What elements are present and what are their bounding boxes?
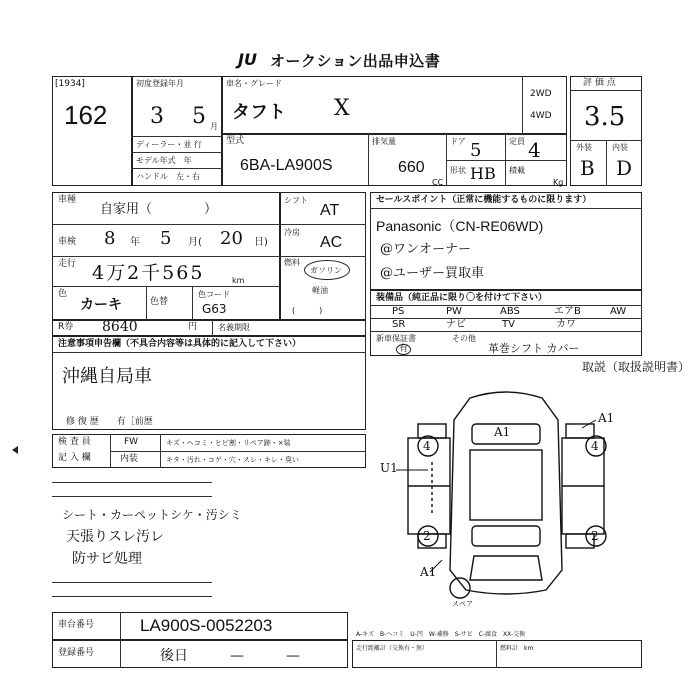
doors: 5: [470, 140, 482, 161]
inspect-year: 8: [104, 228, 116, 249]
drive-2wd: 2WD: [530, 89, 552, 99]
lot-number: 162: [64, 100, 108, 130]
inspector-row-2: キタ・汚れ・コゲ・穴・スレ・キレ・臭い: [166, 456, 299, 464]
door-label: ドア: [450, 137, 466, 146]
model-label: 型式: [226, 136, 245, 146]
left-arrow-mark: [12, 446, 18, 454]
car-name-label: 車名・グレード: [226, 79, 282, 88]
inspector-naiso: 内装: [120, 454, 139, 464]
inspect-month: 5: [160, 228, 172, 249]
grade-exterior: B: [580, 156, 595, 180]
reg-year: 3: [150, 104, 164, 129]
damage-legend: A-キズ B-ヘコミ U-凹 W-補修 S-サビ C-腐食 XX-交換: [356, 631, 526, 638]
equip-leather: カワ: [556, 319, 576, 330]
equip-navi: ナビ: [446, 319, 466, 330]
spare-label: スペア: [452, 600, 473, 608]
aircon-label: 冷房: [284, 228, 300, 237]
fuel-other: ( ): [292, 306, 323, 315]
color-label: 色: [58, 289, 68, 299]
wheel-mark-front-right: 4: [591, 439, 599, 453]
lot-box: [52, 76, 132, 186]
inspect-year-unit: 年: [130, 237, 140, 248]
mileage: 4万2千565: [92, 262, 205, 284]
meter-label: 走行距離計（交換有・無）: [356, 645, 429, 652]
wheel-mark-front-left: 4: [423, 439, 431, 453]
fuel-gasoline: ガソリン: [310, 266, 342, 275]
inspector-label-1: 検 査 員: [58, 437, 91, 447]
color-code: G63: [202, 302, 227, 316]
weight-label: 積載: [509, 166, 525, 175]
plate-label: 登録番号: [58, 648, 95, 658]
wheel-mark-rear-right: 2: [591, 529, 599, 543]
fuel-diesel: 軽油: [312, 286, 328, 295]
grade-score: 3.5: [584, 102, 626, 132]
repair-label: 修 復 歴 有［前歴: [66, 417, 153, 427]
equip-aw: AW: [610, 306, 627, 317]
chassis-number: LA900S-0052203: [140, 616, 273, 635]
cc-unit: CC: [432, 178, 444, 187]
car-name: タフト: [232, 102, 286, 122]
paint-label: 色替: [150, 297, 169, 307]
yen-unit: 円: [188, 322, 198, 332]
car-grade: X: [334, 96, 350, 121]
comment-line-2: 天張りスレ汚レ: [66, 529, 164, 545]
capacity: 4: [528, 138, 541, 162]
inspector-fw: FW: [124, 437, 139, 447]
new-car-label: 新車保証書: [376, 334, 416, 343]
grade-interior-label: 内装: [612, 143, 628, 152]
usage-value: 自家用（ ）: [100, 202, 218, 217]
transfer-label: 名義期限: [218, 323, 250, 332]
other-value: 革巻シフト カバー: [488, 342, 580, 355]
notes-text: 沖縄自局車: [62, 366, 152, 387]
reg-month: 5: [192, 104, 206, 129]
fuel-label: 燃料: [284, 258, 300, 267]
recycle-label: R券: [58, 322, 74, 332]
model-code: 6BA-LA900S: [240, 157, 333, 174]
shape: HB: [470, 164, 496, 183]
recycle-box: [52, 320, 366, 336]
damage-mark-rear: A1: [420, 565, 437, 579]
aircon-value: AC: [320, 234, 343, 251]
mileage-label: 走行: [58, 259, 77, 269]
sales-line-1: Panasonic（CN-RE06WD): [376, 218, 544, 234]
usage-label: 車種: [58, 195, 77, 205]
chassis-label: 車台番号: [58, 620, 95, 630]
kg-unit: Kg: [553, 178, 564, 187]
reg-month-unit: 月: [210, 122, 218, 131]
equip-pw: PW: [446, 306, 462, 317]
equip-tv: TV: [502, 319, 515, 330]
shape-label: 形状: [450, 166, 466, 175]
auction-code: [1934]: [55, 79, 85, 89]
side-note: 取説（取扱説明書）: [582, 360, 691, 374]
new-car-circle: 有: [396, 344, 411, 355]
equip-airbag: エアB: [554, 306, 581, 317]
sales-label: セールスポイント（正常に機能するものに限ります）: [376, 195, 592, 205]
reg-year-label: 初度登録年月: [136, 79, 184, 88]
other-label: その他: [452, 334, 476, 343]
inspect-label: 車検: [58, 237, 77, 247]
equip-ps: PS: [392, 306, 405, 317]
color-value: カーキ: [80, 297, 122, 313]
equip-sr: SR: [392, 319, 406, 330]
inspect-day-unit: 日): [254, 237, 268, 248]
header-logo: JU: [238, 50, 257, 69]
reg-box: [132, 76, 222, 186]
shift-label: シフト: [284, 196, 308, 205]
km-unit: km: [232, 276, 245, 285]
shift-value: AT: [320, 202, 340, 219]
damage-mark-right: A1: [598, 411, 615, 425]
car-diagram: [370, 380, 642, 610]
wheel-mark-rear-left: 2: [423, 529, 431, 543]
inspect-day: 20: [220, 228, 243, 249]
plate-number: 後日 — —: [160, 648, 300, 664]
notes-label: 注意事項申告欄（不具合内容等は具体的に記入して下さい）: [58, 339, 302, 349]
equipment-label: 装備品（純正品に限り〇を付けて下さい）: [376, 293, 548, 303]
comment-line-3: 防サビ処理: [72, 551, 142, 567]
color-code-label: 色コード: [198, 290, 230, 299]
drive-4wd: 4WD: [530, 111, 552, 121]
inspector-label-2: 記 入 欄: [58, 453, 91, 463]
inspect-month-unit: 月(: [188, 237, 202, 248]
displacement-label: 排気量: [372, 137, 396, 146]
dealer-label: ディーラー・並 行: [136, 140, 202, 149]
form-title: オークション出品申込書: [270, 52, 441, 70]
sales-line-3: @ユーザー買取車: [380, 266, 485, 281]
grade-interior: D: [616, 156, 633, 180]
capacity-label: 定員: [509, 137, 525, 146]
equip-abs: ABS: [500, 306, 520, 317]
grade-exterior-label: 外装: [576, 143, 592, 152]
recycle-value: 8640: [102, 319, 138, 335]
grade-label: 評 価 点: [583, 78, 616, 88]
damage-mark-roof: A1: [494, 425, 511, 439]
handle-label: ハンドル 左・右: [136, 172, 200, 181]
fuel-meter-label: 燃料計 km: [500, 645, 534, 652]
damage-mark-left: U1: [380, 461, 398, 475]
model-year-label: モデル年式 年: [136, 156, 192, 165]
inspector-row-1: キズ・ヘコミ・ヒビ割・リペア跡・×装: [166, 439, 291, 447]
fuel-circle: [304, 260, 350, 280]
comment-line-1: シート・カーペットシケ・汚シミ: [62, 508, 242, 522]
sales-line-2: @ワンオーナー: [380, 242, 472, 257]
new-car-value: [396, 344, 411, 355]
displacement: 660: [398, 159, 425, 176]
